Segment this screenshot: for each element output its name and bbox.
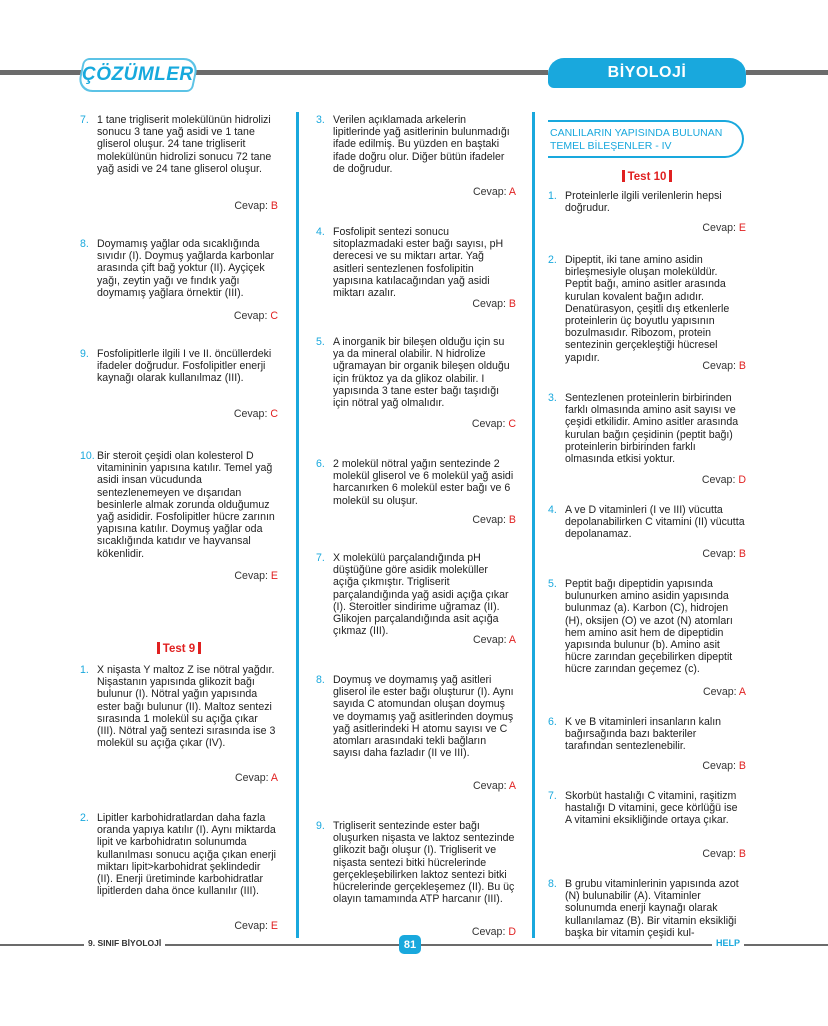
answer-label: Cevap: — [471, 418, 509, 430]
answer-value: E — [738, 222, 746, 234]
answer-value: B — [508, 298, 516, 310]
answer-value: A — [508, 780, 516, 792]
item-number: 9. — [80, 348, 89, 360]
item-text: X nişasta Y maltoz Z ise nötral yağdır. Nişastanın yapısında glikozit bağı bulunur (I). Nötral yağın yapısında ester bağı bulunur (II). Maltoz sentezi sırasında 1 molekül su açığa çıkar (III). Nötral yağ sentezi sırasında ise 3 molekül su açığa çıkar (IV). — [97, 664, 276, 750]
answer-line — [234, 408, 278, 420]
answer-value: B — [738, 548, 746, 560]
item-number: 3. — [316, 114, 325, 126]
answer-label: Cevap: — [702, 686, 739, 698]
answer-item-6 — [316, 458, 516, 507]
answer-label: Cevap: — [702, 360, 739, 372]
item-text: B grubu vitaminlerinin yapısında azot (N) bulunabilir (A). Vitaminler solunumda enerji kaynağı olarak kullanılamaz (B). Bir vitamin eksikliği başka bir vitamin çeşidi kul- — [565, 878, 739, 939]
item-text: Verilen açıklamada arkelerin lipitlerinde yağ asitlerinin bulunmadığı ifade edilmiş. Bu yüzden en baştaki ifade doğru olur. Diğer bütün ifadeler de doğrudur. — [333, 114, 510, 175]
answer-value: B — [738, 360, 746, 372]
answer-value: B — [508, 514, 516, 526]
answer-value: A — [508, 186, 516, 198]
answer-line — [234, 200, 278, 212]
answer-line — [234, 570, 278, 582]
item-number: 8. — [80, 238, 89, 250]
item-text: Lipitler karbohidratlardan daha fazla oranda yapıya katılır (I). Aynı miktarda lipit ve karbohidratın solunumda kullanılması sonucu açığa çıkan enerji miktarı lipit>karbohidrat şeklindedir (II). Enerji üretiminde karbohidratlar lipitlerden daha önce kullanılır (III). — [97, 812, 277, 898]
answer-line — [234, 310, 278, 322]
test-title: Test 9 — [162, 643, 196, 655]
heading-bar — [157, 642, 160, 654]
answer-item-test9-1 — [80, 664, 278, 749]
answer-value: B — [738, 848, 746, 860]
unit-title: CANLILARIN YAPISINDA BULUNAN TEMEL BİLEŞENLER - IV — [550, 127, 723, 152]
item-number: 1. — [80, 664, 89, 676]
answer-item-9 — [80, 348, 278, 385]
answer-line — [473, 186, 516, 198]
answer-value: E — [270, 570, 278, 582]
footer-book-title: 9. SINIF BİYOLOJİ — [84, 938, 165, 948]
item-text: Fosfolipitlerle ilgili I ve II. öncüllerdeki ifadeler doğrudur. Fosfolipitler enerji kaynağı olarak kullanılmaz (III). — [97, 348, 272, 385]
answer-line — [472, 298, 516, 310]
footer-help: HELP — [712, 938, 744, 948]
answer-value: D — [738, 474, 746, 486]
answer-label: Cevap: — [472, 634, 509, 646]
item-text: 2 molekül nötral yağın sentezinde 2 molekül gliserol ve 6 molekül yağ asidi harcanırken 6 molekül ester bağı ve 6 molekül su oluşur. — [333, 458, 514, 507]
answer-label: Cevap: — [233, 310, 271, 322]
item-text: Dipeptit, iki tane amino asidin birleşmesiyle oluşan moleküldür. Peptit bağı, amino asitler arasında kurulan kovalent bağın adıdır. Denatürasyon, çeşitli dış etkenlerle proteinlerin üç boyutlu yapısının bozulmasıdır. Ribozom, protein sentezinin gerçekleştiği hücresel yapıdır. — [565, 254, 730, 364]
answer-label: Cevap: — [702, 760, 739, 772]
answer-value: D — [508, 926, 516, 938]
answer-label: Cevap: — [471, 926, 509, 938]
page-number: 81 — [399, 935, 421, 954]
answer-label: Cevap: — [472, 186, 509, 198]
item-text: A inorganik bir bileşen olduğu için su ya da mineral olabilir. N hidrolize uğramayan bir organik bileşen olduğu için früktoz ya da glikoz olabilir. I yapısında 3 tane ester bağı taşıdığı için nötral yağ olmalıdır. — [333, 336, 510, 410]
answer-value: A — [738, 686, 746, 698]
answer-line — [473, 780, 516, 792]
item-number: 1. — [548, 190, 557, 202]
item-text: Doymamış yağlar oda sıcaklığında sıvıdır (I). Doymuş yağlarda karbonlar arasında çift bağ yoktur (II). Ayçiçek yağı, zeytin yağı ve fındık yağı doymamış yağlara örnektir (III). — [97, 238, 275, 299]
answer-line — [702, 222, 746, 234]
test-10-heading — [548, 170, 746, 183]
answer-item-8 — [316, 674, 516, 759]
answer-value: C — [270, 310, 278, 322]
item-text: Trigliserit sentezinde ester bağı oluşurken nişasta ve laktoz sentezinde glikozit bağı oluşur (I). Trigliserit ve nişasta sentezi bitki hücrelerinde gerçekleşebilirken laktoz sentezi bitki hücrelerinde gerçekleşemez (II). Bu üç olayın tamamında ATP harcanır (III). — [333, 820, 515, 906]
answer-value: B — [738, 760, 746, 772]
answer-line — [702, 848, 746, 860]
answer-line — [472, 926, 516, 938]
item-number: 7. — [548, 790, 557, 802]
item-text: Fosfolipit sentezi sonucu sitoplazmadaki ester bağı sayısı, pH derecesi ve su miktarı artar. Yağ asitleri sentezlenen fosfolipitin yapısına katılacağından yağ asidi miktarı azalır. — [333, 226, 504, 300]
item-text: Sentezlenen proteinlerin birbirinden farklı olmasında amino asit sayısı ve çeşidi etkilidir. Amino asitler arasında kurulan bağın çeşidinin (peptit bağı) proteinlerin birbirinden farklı olmasında etkisi yoktur. — [565, 392, 739, 466]
answer-label: Cevap: — [701, 474, 739, 486]
item-text: Doymuş ve doymamış yağ asitleri gliserol ile ester bağı oluşturur (I). Aynı sayıda C atomundan oluşan doymuş ve doymamış yağ asitlerinden doymuş yağ asitlerindeki H atomu sayısı ve C atomları arasındaki tekli bağların sayısı daha fazladır (II ve III). — [333, 674, 514, 760]
unit-title-box — [548, 120, 744, 158]
answer-item-7 — [316, 552, 516, 637]
item-text: Bir steroit çeşidi olan kolesterol D vitamininin yapısına katılır. Temel yağ asidi insan vücudunda sentezlenemeyen ve dışarıdan besinlerle almak zorunda olduğumuz yağ asididir. Fosfolipitler hücre zarının yapısına katılır. Doymuş yağlar oda sıcaklığında katıdır ve hayvansal kökenlidir. — [97, 450, 275, 560]
answer-value: E — [270, 920, 278, 932]
answer-line — [702, 360, 746, 372]
answer-item-test10-1 — [548, 190, 746, 214]
answer-item-7 — [80, 114, 278, 175]
item-number: 5. — [548, 578, 557, 590]
answer-item-test10-7 — [548, 790, 746, 827]
answer-label: Cevap: — [702, 548, 739, 560]
solutions-banner — [76, 58, 199, 92]
answer-line — [702, 548, 746, 560]
answer-item-test10-5 — [548, 578, 746, 676]
item-text: Proteinlerle ilgili verilenlerin hepsi doğrudur. — [565, 190, 722, 215]
item-text: X molekülü parçalandığında pH düştüğüne göre asidik moleküller açığa çıkmıştır. Trigliserit parçalandığında yağ asidi açığa çıkar (I). Steroitler sindirime uğramaz (II). Glikojen parçalandığında asit açığa çıkmaz (III). — [333, 552, 509, 638]
answer-label: Cevap: — [234, 570, 271, 582]
answer-label: Cevap: — [472, 298, 509, 310]
answer-label: Cevap: — [234, 772, 271, 784]
item-number: 3. — [548, 392, 557, 404]
answer-line — [472, 514, 516, 526]
answer-value: A — [270, 772, 278, 784]
answer-value: A — [508, 634, 516, 646]
answer-label: Cevap: — [472, 514, 509, 526]
answer-item-test10-8 — [548, 878, 746, 939]
test-9-heading — [80, 642, 278, 655]
answer-item-test10-2 — [548, 254, 746, 364]
solutions-label: ÇÖZÜMLER — [82, 64, 194, 85]
test-title: Test 10 — [627, 171, 667, 183]
answer-line — [234, 920, 278, 932]
answer-label: Cevap: — [234, 920, 271, 932]
item-number: 6. — [316, 458, 325, 470]
item-text: 1 tane trigliserit molekülünün hidrolizi sonucu 3 tane yağ asidi ve 1 tane gliserol oluşur. 24 tane trigliserit molekülünün hidrolizi sonucu 72 tane yağ asidi ve 24 tane gliserol oluşur. — [97, 114, 272, 175]
answer-line — [703, 686, 746, 698]
item-text: K ve B vitaminleri insanların kalın bağırsağında bazı bakteriler tarafından sentezlenebilir. — [565, 716, 722, 753]
heading-bar — [198, 642, 201, 654]
item-number: 10. — [80, 450, 95, 462]
answer-line — [472, 418, 516, 430]
answer-item-test9-2 — [80, 812, 278, 897]
item-number: 9. — [316, 820, 325, 832]
answer-item-8 — [80, 238, 278, 299]
item-number: 6. — [548, 716, 557, 728]
answer-item-4 — [316, 226, 516, 299]
answer-label: Cevap: — [702, 848, 739, 860]
item-text: A ve D vitaminleri (I ve III) vücutta depolanabilirken C vitamini (II) vücutta depolanamaz. — [565, 504, 745, 541]
answer-item-5 — [316, 336, 516, 409]
item-number: 7. — [80, 114, 89, 126]
answer-label: Cevap: — [472, 780, 509, 792]
item-number: 7. — [316, 552, 325, 564]
column-divider-2 — [532, 112, 535, 938]
item-number: 8. — [316, 674, 325, 686]
item-number: 8. — [548, 878, 557, 890]
item-text: Peptit bağı dipeptidin yapısında bulunurken amino asidin yapısında bulunmaz (a). Karbon (C), hidrojen (H), oksijen (O) ve azot (N) atomları hem amino asit hem de dipeptidin yapısında bulunur (b). Amino asit hücre zarından geçebilirken dipeptit hücre zarından geçemez (c). — [565, 578, 733, 676]
heading-bar — [669, 170, 672, 182]
answer-item-test10-6 — [548, 716, 746, 753]
item-number: 2. — [548, 254, 557, 266]
answer-item-test10-3 — [548, 392, 746, 465]
answer-line — [235, 772, 278, 784]
subject-label: BİYOLOJİ — [607, 64, 687, 81]
answer-value: C — [270, 408, 278, 420]
answer-item-10 — [80, 450, 278, 560]
answer-value: B — [270, 200, 278, 212]
column-divider-1 — [296, 112, 299, 938]
header-rule-right — [746, 70, 828, 75]
answer-line — [702, 760, 746, 772]
subject-banner — [548, 58, 746, 88]
item-number: 2. — [80, 812, 89, 824]
answer-label: Cevap: — [234, 200, 271, 212]
answer-item-test10-4 — [548, 504, 746, 541]
item-text: Skorbüt hastalığı C vitamini, raşitizm hastalığı D vitamini, gece körlüğü ise A vitamini eksikliğinde ortaya çıkar. — [565, 790, 738, 827]
answer-label: Cevap: — [702, 222, 739, 234]
answer-label: Cevap: — [233, 408, 271, 420]
answer-value: C — [508, 418, 516, 430]
answer-line — [702, 474, 746, 486]
answer-item-3 — [316, 114, 516, 175]
answer-item-9 — [316, 820, 516, 905]
answer-line — [473, 634, 516, 646]
item-number: 4. — [316, 226, 325, 238]
heading-bar — [622, 170, 625, 182]
item-number: 4. — [548, 504, 557, 516]
item-number: 5. — [316, 336, 325, 348]
